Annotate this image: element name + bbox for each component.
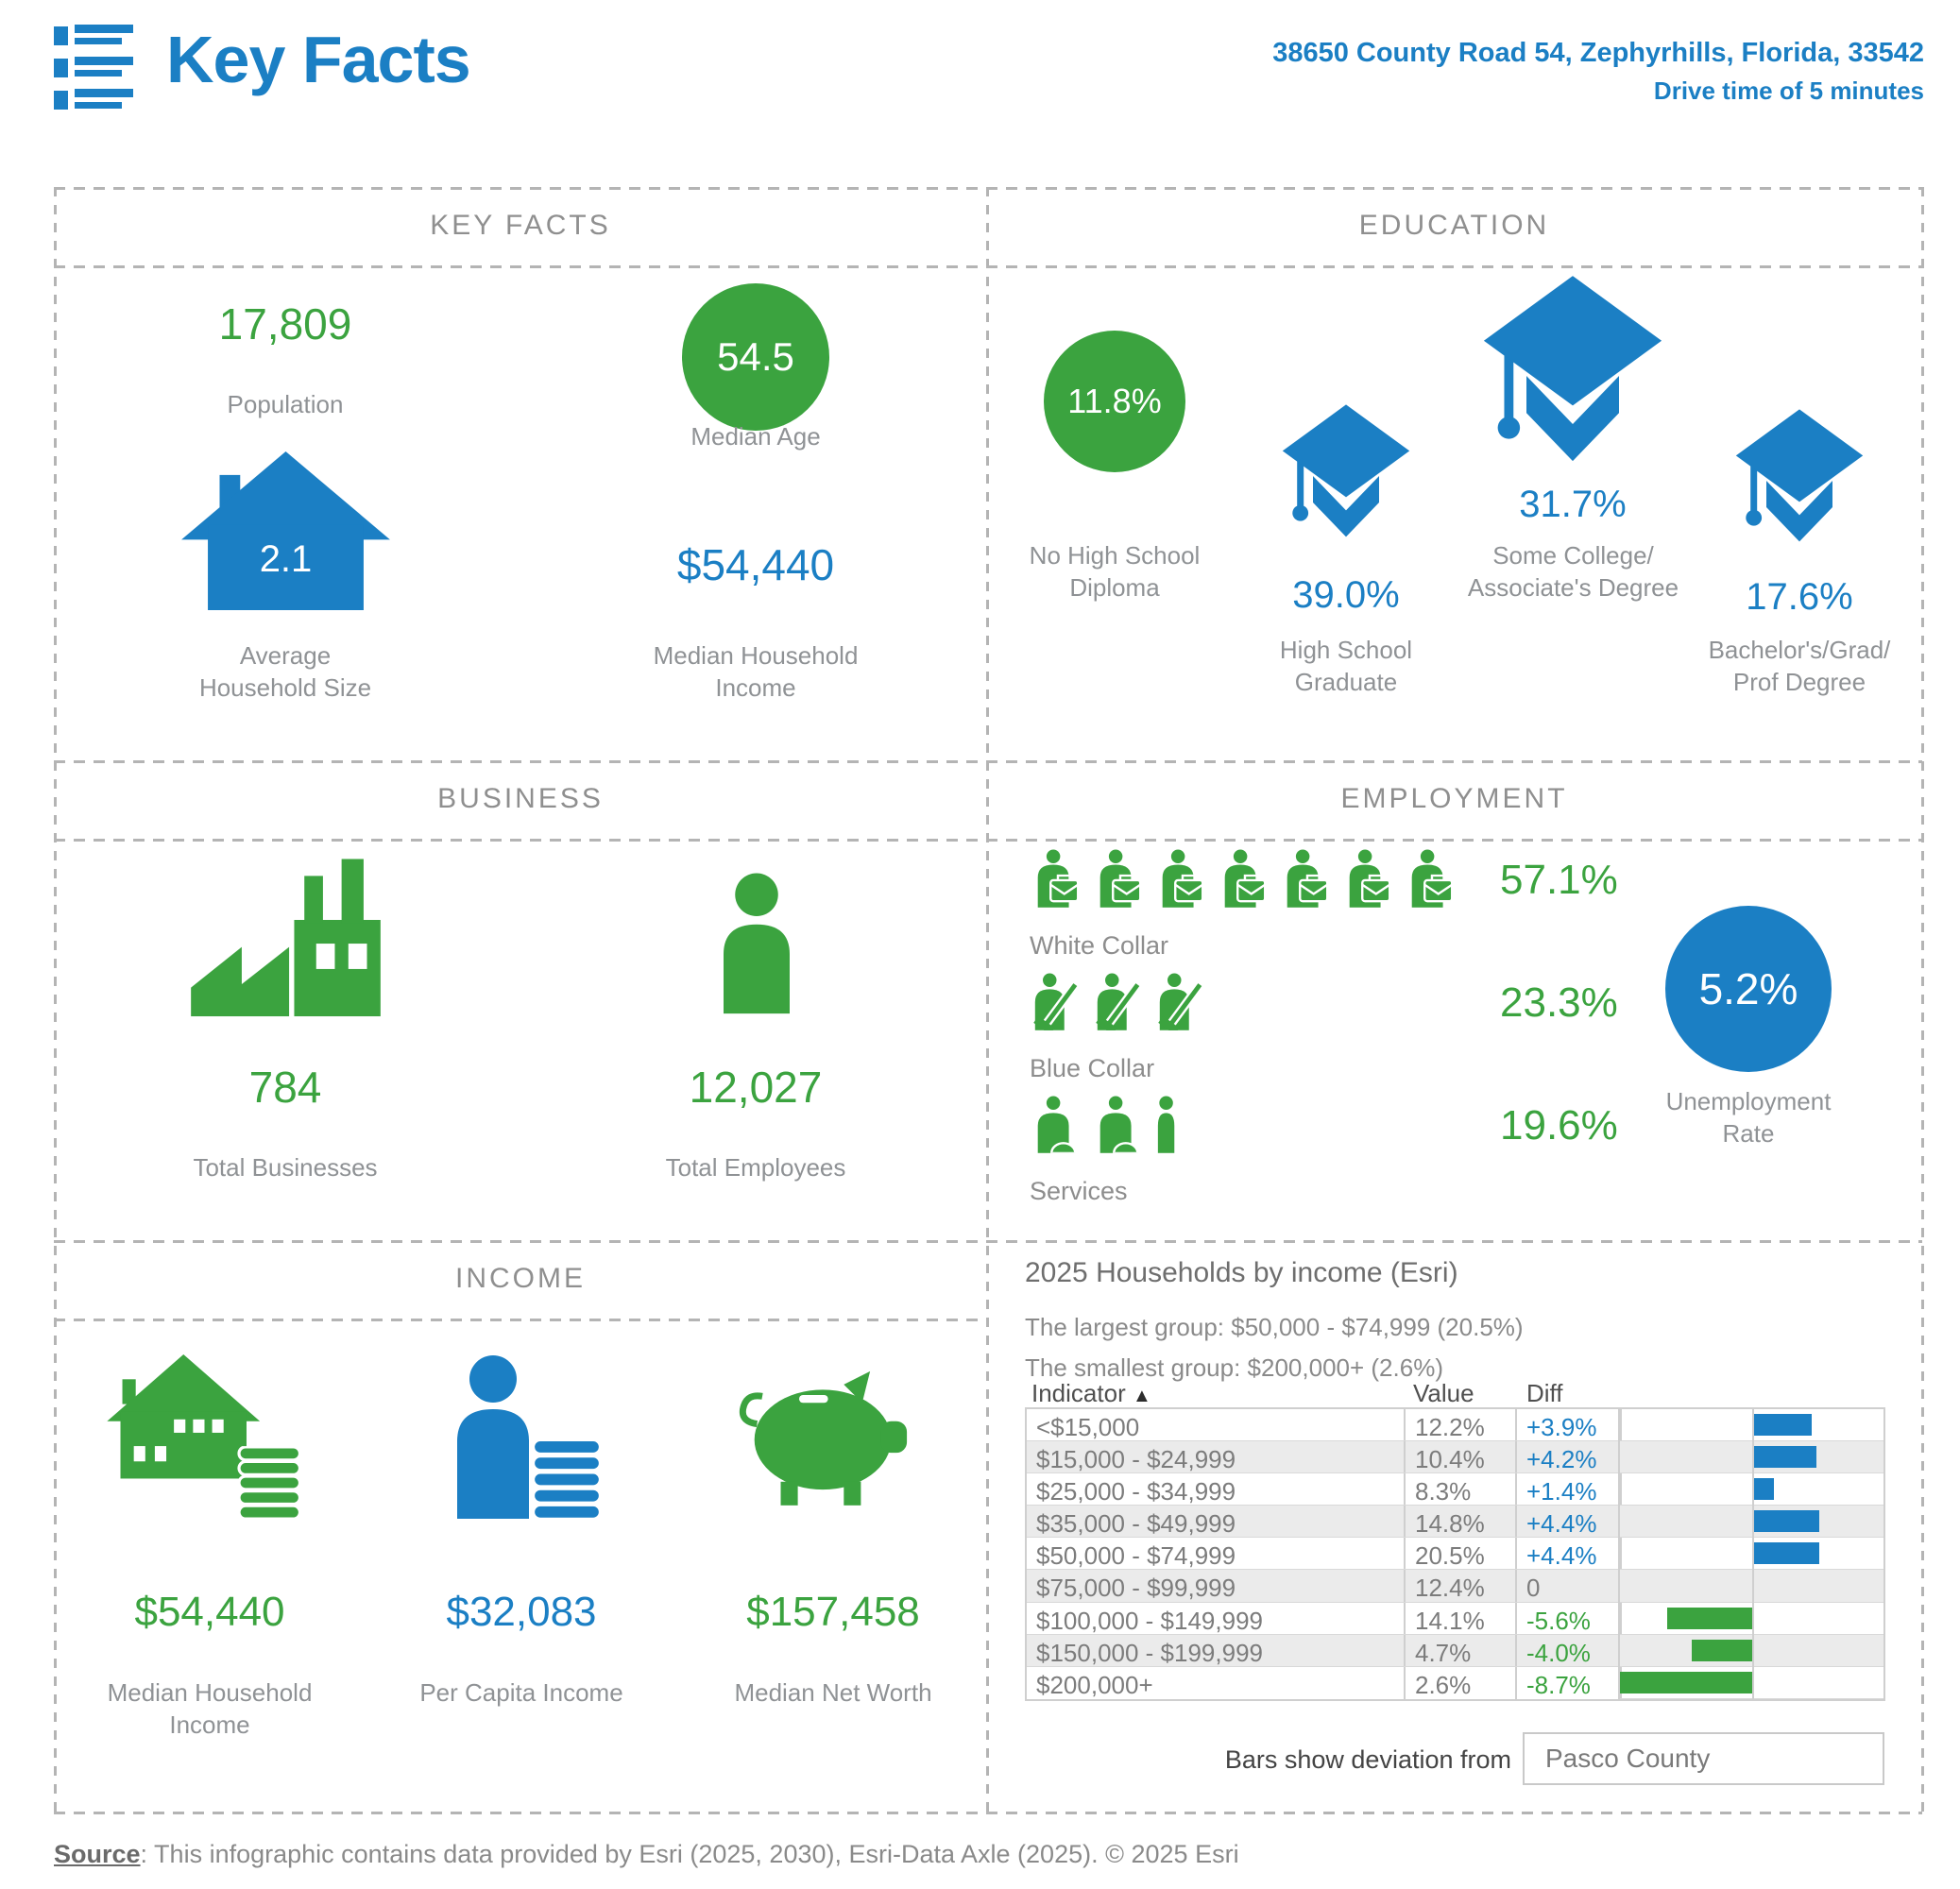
median-household-income-value: $54,440 bbox=[676, 540, 835, 589]
deviation-bar bbox=[1752, 1446, 1816, 1468]
income-cell-diff: +1.4% bbox=[1515, 1473, 1620, 1505]
factory-icon bbox=[184, 855, 387, 1017]
hs-graduate-value: 39.0% bbox=[1292, 574, 1400, 616]
no-hs-diploma-label-2: Diploma bbox=[1069, 573, 1160, 602]
unemployment-circle bbox=[1665, 906, 1832, 1072]
blue-collar-label: Blue Collar bbox=[1030, 1054, 1155, 1082]
income-cell-diff: +3.9% bbox=[1515, 1409, 1620, 1440]
income-cell-diff: -8.7% bbox=[1515, 1667, 1620, 1699]
income-table-row bbox=[1027, 1667, 1620, 1699]
section-title-employment: EMPLOYMENT bbox=[1340, 783, 1568, 814]
total-businesses-label: Total Businesses bbox=[193, 1153, 378, 1182]
grid-line bbox=[54, 1240, 1922, 1243]
section-title-income: INCOME bbox=[455, 1263, 586, 1294]
income-cell-value: 8.3% bbox=[1404, 1473, 1515, 1505]
income-cell-diff: +4.2% bbox=[1515, 1441, 1620, 1472]
deviation-bar bbox=[1620, 1672, 1752, 1693]
page-title: Key Facts bbox=[166, 23, 470, 96]
section-title-key-facts: KEY FACTS bbox=[430, 210, 611, 241]
income-cell-diff: 0 bbox=[1515, 1570, 1620, 1601]
smallest-group-note: The smallest group: $200,000+ (2.6%) bbox=[1025, 1353, 1443, 1382]
drive-time-line: Drive time of 5 minutes bbox=[1653, 77, 1924, 105]
grid-line bbox=[54, 265, 1922, 268]
income-net-worth-label: Median Net Worth bbox=[734, 1678, 932, 1707]
deviation-bar bbox=[1752, 1542, 1819, 1564]
bars-note: Bars show deviation from bbox=[1224, 1745, 1511, 1774]
total-businesses-value: 784 bbox=[248, 1063, 322, 1112]
income-table-row bbox=[1027, 1635, 1620, 1667]
income-median-household-value: $54,440 bbox=[134, 1589, 285, 1635]
income-table-row bbox=[1027, 1603, 1620, 1635]
grid-line-right bbox=[1921, 187, 1924, 1812]
zero-axis-line bbox=[1752, 1409, 1754, 1699]
grid-line-bottom bbox=[54, 1812, 1922, 1814]
total-employees-value: 12,027 bbox=[689, 1063, 823, 1112]
income-table-row bbox=[1027, 1473, 1620, 1506]
grid-line-top bbox=[54, 187, 1922, 190]
unemployment-label-1: Unemployment bbox=[1665, 1087, 1832, 1115]
grid-line-left bbox=[54, 187, 57, 1812]
blue-collar-worker-icon bbox=[1154, 971, 1209, 1031]
white-collar-worker-icon bbox=[1154, 848, 1209, 909]
grid-line bbox=[54, 1319, 986, 1321]
comparison-region-selector[interactable] bbox=[1523, 1732, 1884, 1785]
column-header-diff: Diff bbox=[1526, 1379, 1563, 1407]
income-cell-diff: +4.4% bbox=[1515, 1538, 1620, 1569]
median-household-income-label-2: Income bbox=[715, 673, 796, 702]
address-line: 38650 County Road 54, Zephyrhills, Florida, 33542 bbox=[1272, 38, 1924, 68]
white-collar-worker-icon bbox=[1092, 848, 1147, 909]
white-collar-worker-icon bbox=[1341, 848, 1396, 909]
income-cell-value: 10.4% bbox=[1404, 1441, 1515, 1472]
income-cell-value: 14.8% bbox=[1404, 1506, 1515, 1537]
report-location bbox=[1272, 40, 1924, 103]
avg-household-size-value: 2.1 bbox=[259, 538, 313, 580]
income-per-capita-label: Per Capita Income bbox=[419, 1678, 623, 1707]
income-cell-indicator: $15,000 - $24,999 bbox=[1036, 1445, 1236, 1473]
white-collar-label: White Collar bbox=[1030, 931, 1169, 960]
income-cell-indicator: <$15,000 bbox=[1036, 1413, 1140, 1441]
person-icon bbox=[704, 871, 810, 1014]
piggy-bank-icon bbox=[729, 1358, 929, 1509]
income-cell-value: 4.7% bbox=[1404, 1635, 1515, 1666]
largest-group-note: The largest group: $50,000 - $74,999 (20.5%) bbox=[1025, 1313, 1524, 1341]
white-collar-worker-icon bbox=[1279, 848, 1334, 909]
deviation-bar bbox=[1667, 1608, 1752, 1629]
section-title-education: EDUCATION bbox=[1358, 210, 1550, 241]
deviation-bar bbox=[1752, 1478, 1774, 1500]
white-collar-worker-icon bbox=[1030, 848, 1084, 909]
deviation-bar bbox=[1752, 1510, 1819, 1532]
income-cell-diff: +4.4% bbox=[1515, 1506, 1620, 1537]
income-cell-diff: -4.0% bbox=[1515, 1635, 1620, 1666]
source-note bbox=[54, 1840, 1239, 1869]
income-cell-indicator: $75,000 - $99,999 bbox=[1036, 1574, 1236, 1602]
no-hs-diploma-value: 11.8% bbox=[1067, 382, 1162, 420]
income-cell-diff: -5.6% bbox=[1515, 1603, 1620, 1634]
hs-graduate-label-1: High School bbox=[1279, 636, 1413, 664]
income-cell-value: 20.5% bbox=[1404, 1538, 1515, 1569]
avg-household-size-label-2: Household Size bbox=[198, 673, 372, 702]
median-age-label: Median Age bbox=[690, 422, 821, 451]
white-collar-worker-icon bbox=[1404, 848, 1458, 909]
income-table-row bbox=[1027, 1441, 1620, 1473]
income-table-row bbox=[1027, 1506, 1620, 1538]
income-cell-indicator: $100,000 - $149,999 bbox=[1036, 1606, 1263, 1634]
blue-collar-worker-icon bbox=[1092, 971, 1147, 1031]
services-worker-icon bbox=[1030, 1094, 1084, 1154]
some-college-label-2: Associate's Degree bbox=[1467, 573, 1679, 602]
households-deviation-chart bbox=[1618, 1407, 1885, 1701]
income-cell-value: 12.4% bbox=[1404, 1570, 1515, 1601]
source-text: : This infographic contains data provided by Esri (2025, 2030), Esri-Data Axle (2025). bbox=[140, 1840, 1099, 1868]
graduation-cap-icon bbox=[1480, 276, 1665, 476]
median-age-value: 54.5 bbox=[717, 334, 794, 379]
comparison-region-value: Pasco County bbox=[1545, 1744, 1711, 1773]
unemployment-value: 5.2% bbox=[1698, 964, 1798, 1013]
person-coins-icon bbox=[436, 1351, 616, 1524]
grid-line-center bbox=[986, 187, 989, 1812]
population-value: 17,809 bbox=[218, 299, 352, 349]
hs-graduate-label-2: Graduate bbox=[1294, 668, 1398, 696]
income-cell-indicator: $50,000 - $74,999 bbox=[1036, 1541, 1236, 1570]
median-age-circle bbox=[682, 283, 829, 431]
income-cell-value: 12.2% bbox=[1404, 1409, 1515, 1440]
income-cell-indicator: $200,000+ bbox=[1036, 1670, 1153, 1699]
white-collar-icons bbox=[1030, 848, 1466, 909]
median-household-income-label-1: Median Household bbox=[653, 641, 859, 670]
deviation-bar bbox=[1692, 1640, 1752, 1661]
white-collar-worker-icon bbox=[1217, 848, 1271, 909]
bachelors-label-2: Prof Degree bbox=[1732, 668, 1866, 696]
services-worker-icon bbox=[1092, 1094, 1147, 1154]
copyright-text: © 2025 Esri bbox=[1105, 1840, 1239, 1868]
column-header-indicator[interactable]: Indicator ▲ bbox=[1031, 1379, 1151, 1407]
income-net-worth-value: $157,458 bbox=[746, 1589, 920, 1635]
no-hs-diploma-circle bbox=[1044, 331, 1185, 472]
bachelors-label-1: Bachelor's/Grad/ bbox=[1708, 636, 1891, 664]
income-per-capita-value: $32,083 bbox=[446, 1589, 597, 1635]
house-coins-icon bbox=[94, 1353, 316, 1524]
unemployment-label-2: Rate bbox=[1722, 1119, 1775, 1148]
total-employees-label: Total Employees bbox=[665, 1153, 846, 1182]
services-value: 19.6% bbox=[1500, 1102, 1618, 1149]
grid-line bbox=[54, 760, 1922, 763]
no-hs-diploma-label-1: No High School bbox=[1029, 541, 1201, 570]
services-icons bbox=[1030, 1094, 1189, 1154]
income-table-row bbox=[1027, 1570, 1620, 1602]
income-median-household-label-1: Median Household bbox=[107, 1678, 313, 1707]
households-chart-title: 2025 Households by income (Esri) bbox=[1025, 1257, 1458, 1288]
blue-collar-icons bbox=[1030, 971, 1217, 1031]
house-icon bbox=[170, 451, 401, 610]
income-cell-indicator: $35,000 - $49,999 bbox=[1036, 1509, 1236, 1538]
source-label: Source bbox=[54, 1840, 141, 1868]
blue-collar-value: 23.3% bbox=[1500, 979, 1618, 1026]
blue-collar-worker-icon bbox=[1030, 971, 1084, 1031]
graduation-cap-icon bbox=[1733, 409, 1866, 553]
income-cell-value: 2.6% bbox=[1404, 1667, 1515, 1699]
services-worker-icon bbox=[1154, 1094, 1182, 1154]
graduation-cap-icon bbox=[1280, 404, 1412, 548]
white-collar-value: 57.1% bbox=[1500, 857, 1618, 903]
grid-line bbox=[54, 839, 1922, 842]
avg-household-size-label-1: Average bbox=[239, 641, 332, 670]
sort-ascending-icon: ▲ bbox=[1132, 1386, 1151, 1406]
bachelors-value: 17.6% bbox=[1746, 576, 1853, 618]
income-table-row bbox=[1027, 1409, 1620, 1441]
population-label: Population bbox=[227, 390, 344, 418]
households-income-table bbox=[1025, 1407, 1622, 1701]
services-label: Services bbox=[1030, 1177, 1128, 1205]
income-cell-value: 14.1% bbox=[1404, 1603, 1515, 1634]
section-title-business: BUSINESS bbox=[437, 783, 604, 814]
income-cell-indicator: $150,000 - $199,999 bbox=[1036, 1638, 1263, 1666]
income-cell-indicator: $25,000 - $34,999 bbox=[1036, 1477, 1236, 1506]
some-college-label-1: Some College/ bbox=[1492, 541, 1654, 570]
income-median-household-label-2: Income bbox=[169, 1710, 250, 1739]
income-table-row bbox=[1027, 1538, 1620, 1570]
key-facts-list-icon bbox=[54, 25, 145, 111]
deviation-bar bbox=[1752, 1414, 1812, 1436]
column-header-value: Value bbox=[1413, 1379, 1474, 1407]
some-college-value: 31.7% bbox=[1519, 484, 1627, 525]
